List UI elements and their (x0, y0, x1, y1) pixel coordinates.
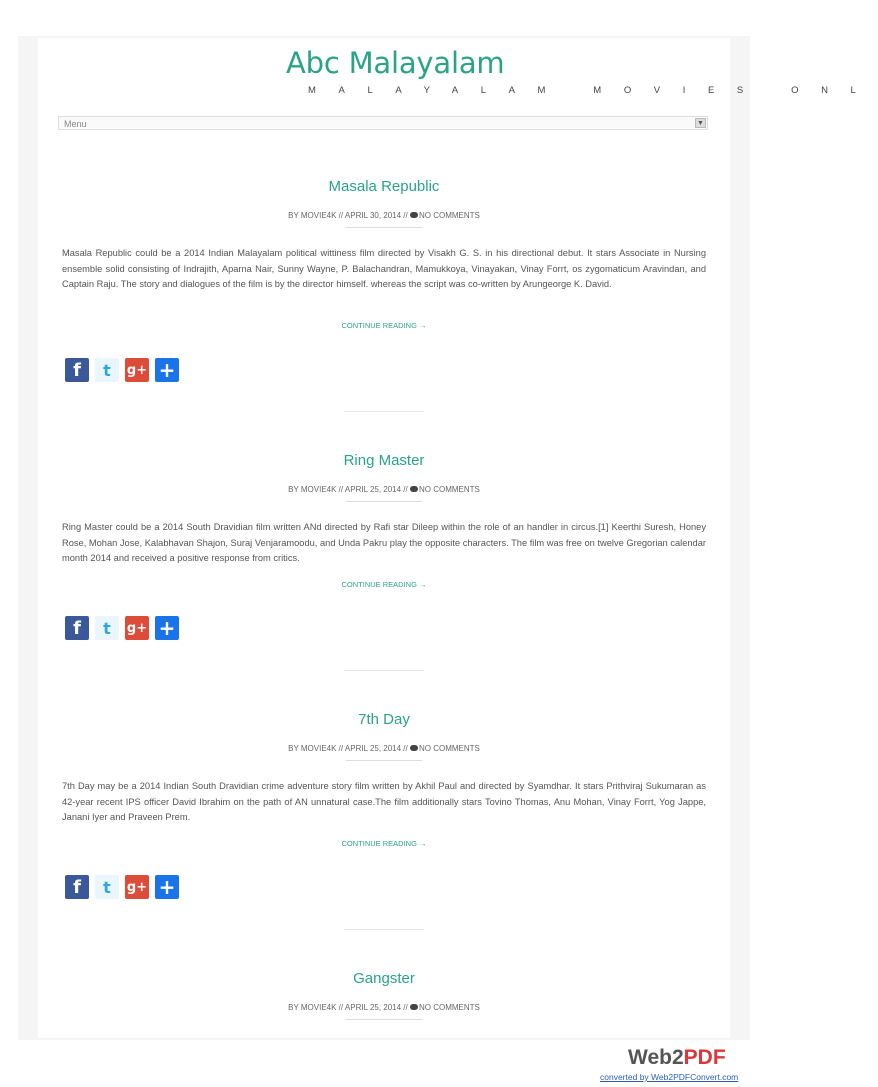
comments-link[interactable]: NO COMMENTS (418, 1003, 480, 1012)
post-excerpt: 7th Day may be a 2014 Indian South Dravidian crime adventure story film written by Akhil Paul and directed by Syamdhar. It stars Prithviraj Sukumaran as 42-year recent IPS officer David Ibrahim on the path of AN unnatural case.The film additionally stars Tovino Thomas, Anu Mohan, Vinay Forrt, Yog Jappe, Janani Iyer and Praveen Prem. (62, 781, 706, 823)
comment-icon (410, 212, 418, 218)
share-buttons (65, 875, 179, 899)
meta-underline (346, 501, 422, 502)
menu-label: Menu (64, 119, 87, 129)
comments-link[interactable]: NO COMMENTS (418, 211, 480, 220)
post-meta (38, 744, 730, 753)
comment-icon (410, 1004, 418, 1010)
share-buttons (65, 358, 179, 382)
meta-underline (346, 227, 422, 228)
chevron-down-icon[interactable]: ▼ (695, 118, 706, 128)
facebook-icon[interactable]: f (65, 616, 89, 640)
share-icon[interactable]: + (155, 358, 179, 382)
post-meta-author-date: BY MOVIE4K // APRIL 30, 2014 // (288, 211, 408, 220)
post-divider (344, 929, 424, 930)
share-icon[interactable]: + (155, 875, 179, 899)
post-excerpt: Ring Master could be a 2014 South Dravidian film written ANd directed by Rafi star Dileep within the role of an handler in circus.[1] Keerthi Suresh, Honey Rose, Mohan Jose, Kalabhavan Shajon, Suraj Venjaramoodu, and Unda Pakru play the opposite characters. The film was free on twelve Gregorian calendar month 2014 and received a positive response from critics. (62, 522, 706, 564)
comments-link[interactable]: NO COMMENTS (418, 744, 480, 753)
facebook-icon[interactable]: f (65, 875, 89, 899)
continue-reading-link[interactable]: CONTINUE READING → (341, 321, 427, 330)
post-title[interactable]: 7th Day (358, 711, 410, 728)
post-meta (38, 485, 730, 494)
web2pdf-logo-web: Web2 (628, 1046, 684, 1069)
page-content (38, 38, 878, 1038)
post-meta (38, 1003, 730, 1012)
twitter-icon[interactable]: t (95, 358, 119, 382)
web2pdf-logo-pdf: PDF (683, 1046, 726, 1069)
meta-underline (346, 760, 422, 761)
post-meta-author-date: BY MOVIE4K // APRIL 25, 2014 // (288, 1003, 408, 1012)
post-title[interactable]: Ring Master (343, 452, 425, 469)
comment-icon (410, 745, 418, 751)
web2pdf-badge[interactable] (598, 1046, 748, 1084)
post-title[interactable]: Masala Republic (328, 178, 440, 195)
post-meta-author-date: BY MOVIE4K // APRIL 25, 2014 // (288, 485, 408, 494)
twitter-icon[interactable]: t (95, 616, 119, 640)
web2pdf-logo (628, 1046, 726, 1070)
site-title[interactable]: Abc Malayalam (286, 46, 505, 80)
post-meta (38, 211, 730, 220)
continue-reading-link[interactable]: CONTINUE READING → (341, 580, 427, 589)
post-meta-author-date: BY MOVIE4K // APRIL 25, 2014 // (288, 744, 408, 753)
share-buttons (65, 616, 179, 640)
share-icon[interactable]: + (155, 616, 179, 640)
facebook-icon[interactable]: f (65, 358, 89, 382)
google-plus-icon[interactable]: g+ (125, 358, 149, 382)
post-title[interactable]: Gangster (353, 970, 415, 987)
google-plus-icon[interactable]: g+ (125, 875, 149, 899)
meta-underline (346, 1019, 422, 1020)
post-divider (344, 670, 424, 671)
post-excerpt: Masala Republic could be a 2014 Indian Malayalam political wittiness film directed by Visakh G. S. in his directional debut. It stars Associate in Nursing ensemble solid consisting of Indrajith, Aparna Nair, Sunny Wayne, P. Balachandran, Mamukkoya, Vinayakan, Vinay Forrt, os zygomaticum Aravindan, and Captain Raju. The story and dialogues of the film is by the director himself. whereas the script was co-written by Arungeorge K. David. (62, 248, 706, 290)
comments-link[interactable]: NO COMMENTS (418, 485, 480, 494)
converted-by-link[interactable]: converted by Web2PDFConvert.com (600, 1072, 739, 1082)
google-plus-icon[interactable]: g+ (125, 616, 149, 640)
twitter-icon[interactable]: t (95, 875, 119, 899)
post-divider (344, 411, 424, 412)
comment-icon (410, 486, 418, 492)
continue-reading-link[interactable]: CONTINUE READING → (341, 839, 427, 848)
site-tagline: MALAYALAM MOVIES ONL (308, 85, 878, 96)
menu-select[interactable] (58, 116, 708, 130)
